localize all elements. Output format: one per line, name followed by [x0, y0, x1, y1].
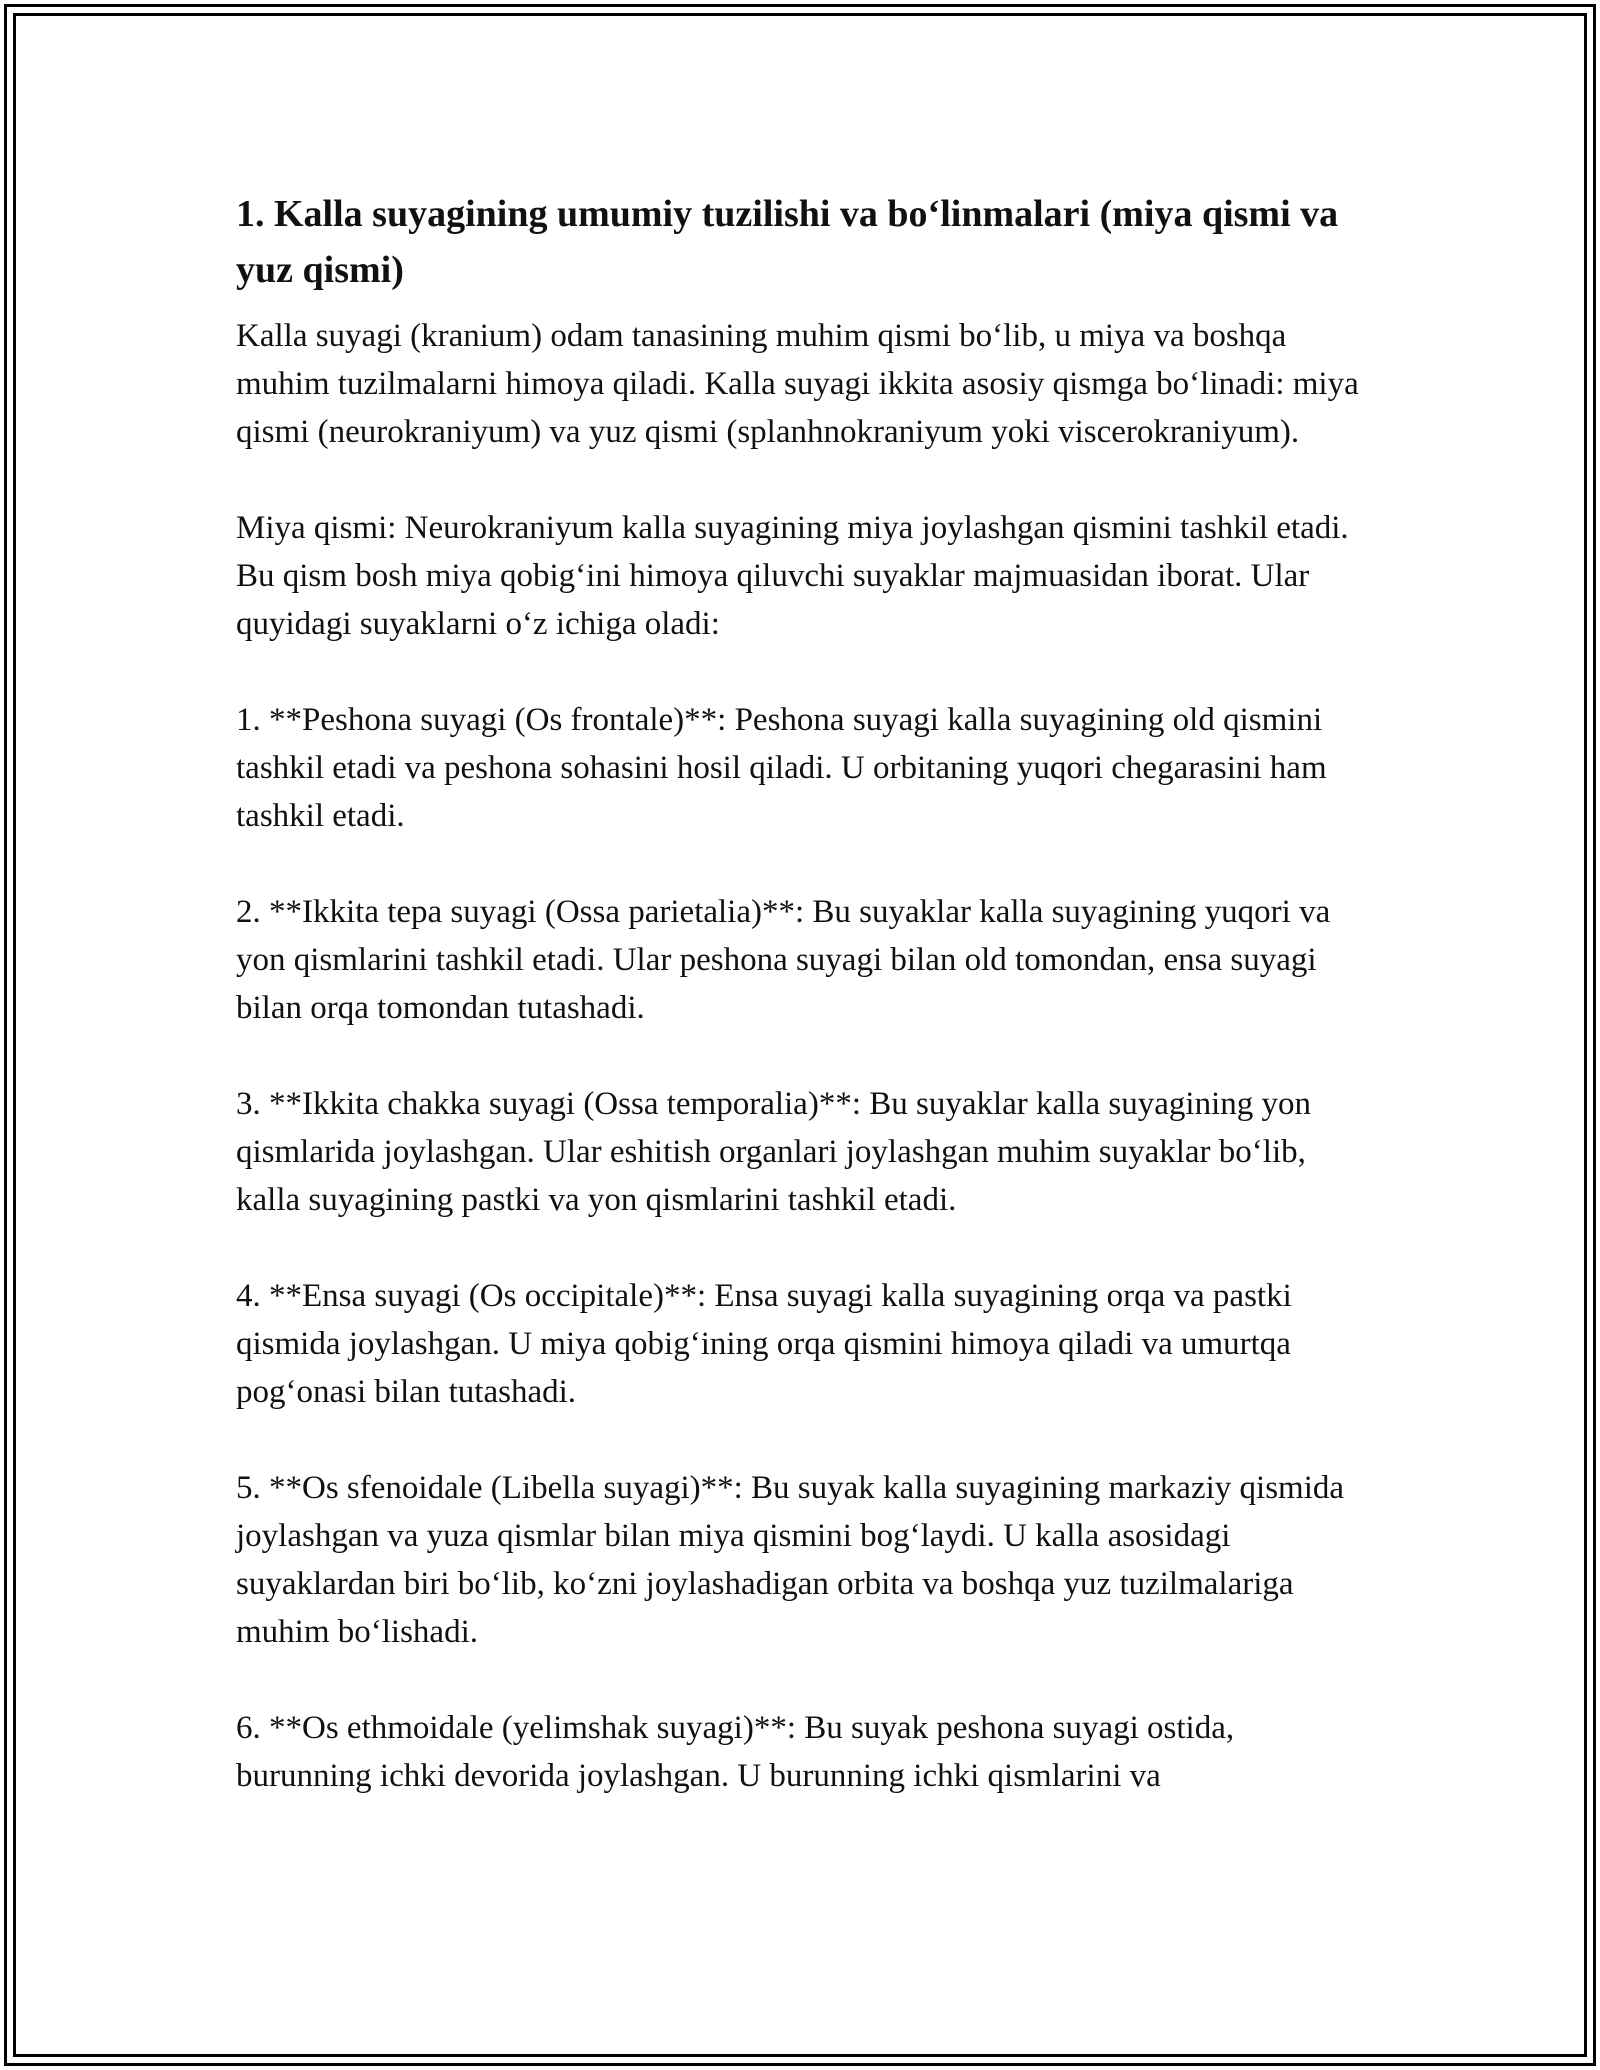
- list-item-ossa-temporalia: 3. **Ikkita chakka suyagi (Ossa temporalia)**: Bu suyaklar kalla suyagining yon qismlarida joylashgan. Ular eshitish organlari joylashgan muhim suyaklar bo‘lib, kalla suyagining pastki va yon qismlarini tashkil etadi.: [236, 1086, 1311, 1218]
- neurocranium-paragraph: Miya qismi: Neurokraniyum kalla suyagining miya joylashgan qismini tashkil etadi. Bu qism bosh miya qobig‘ini himoya qiluvchi suyaklar majmuasidan iborat. Ular quyidagi suyaklarni o‘z ichiga oladi:: [236, 510, 1349, 642]
- list-item-ossa-parietalia: 2. **Ikkita tepa suyagi (Ossa parietalia)**: Bu suyaklar kalla suyagining yuqori va yon qismlarini tashkil etadi. Ular peshona suyagi bilan old tomondan, ensa suyagi bilan orqa tomondan tutashadi.: [236, 894, 1331, 1026]
- document-body: [236, 186, 1376, 1848]
- list-item-os-frontale: 1. **Peshona suyagi (Os frontale)**: Peshona suyagi kalla suyagining old qismini tashkil etadi va peshona sohasini hosil qiladi. U orbitaning yuqori chegarasini ham tashkil etadi.: [236, 702, 1327, 834]
- list-item-os-ethmoidale: 6. **Os ethmoidale (yelimshak suyagi)**: Bu suyak peshona suyagi ostida, burunning ichki devorida joylashgan. U burunning ichki qismlarini va: [236, 1710, 1235, 1794]
- list-item-os-sfenoidale: 5. **Os sfenoidale (Libella suyagi)**: Bu suyak kalla suyagining markaziy qismida joylashgan va yuza qismlar bilan miya qismini bog‘laydi. U kalla asosidagi suyaklardan biri bo‘lib, ko‘zni joylashadigan orbita va boshqa yuz tuzilmalariga muhim bo‘lishadi.: [236, 1470, 1345, 1650]
- intro-paragraph: Kalla suyagi (kranium) odam tanasining muhim qismi bo‘lib, u miya va boshqa muhim tuzilmalarni himoya qiladi. Kalla suyagi ikkita asosiy qismga bo‘linadi: miya qismi (neurokraniyum) va yuz qismi (splanhnokraniyum yoki viscerokraniyum).: [236, 318, 1359, 450]
- document-title: 1. Kalla suyagining umumiy tuzilishi va bo‘linmalari (miya qismi va yuz qismi): [236, 193, 1339, 291]
- list-item-os-occipitale: 4. **Ensa suyagi (Os occipitale)**: Ensa suyagi kalla suyagining orqa va pastki qismida joylashgan. U miya qobig‘ining orqa qismini himoya qiladi va umurtqa pog‘onasi bilan tutashadi.: [236, 1278, 1292, 1410]
